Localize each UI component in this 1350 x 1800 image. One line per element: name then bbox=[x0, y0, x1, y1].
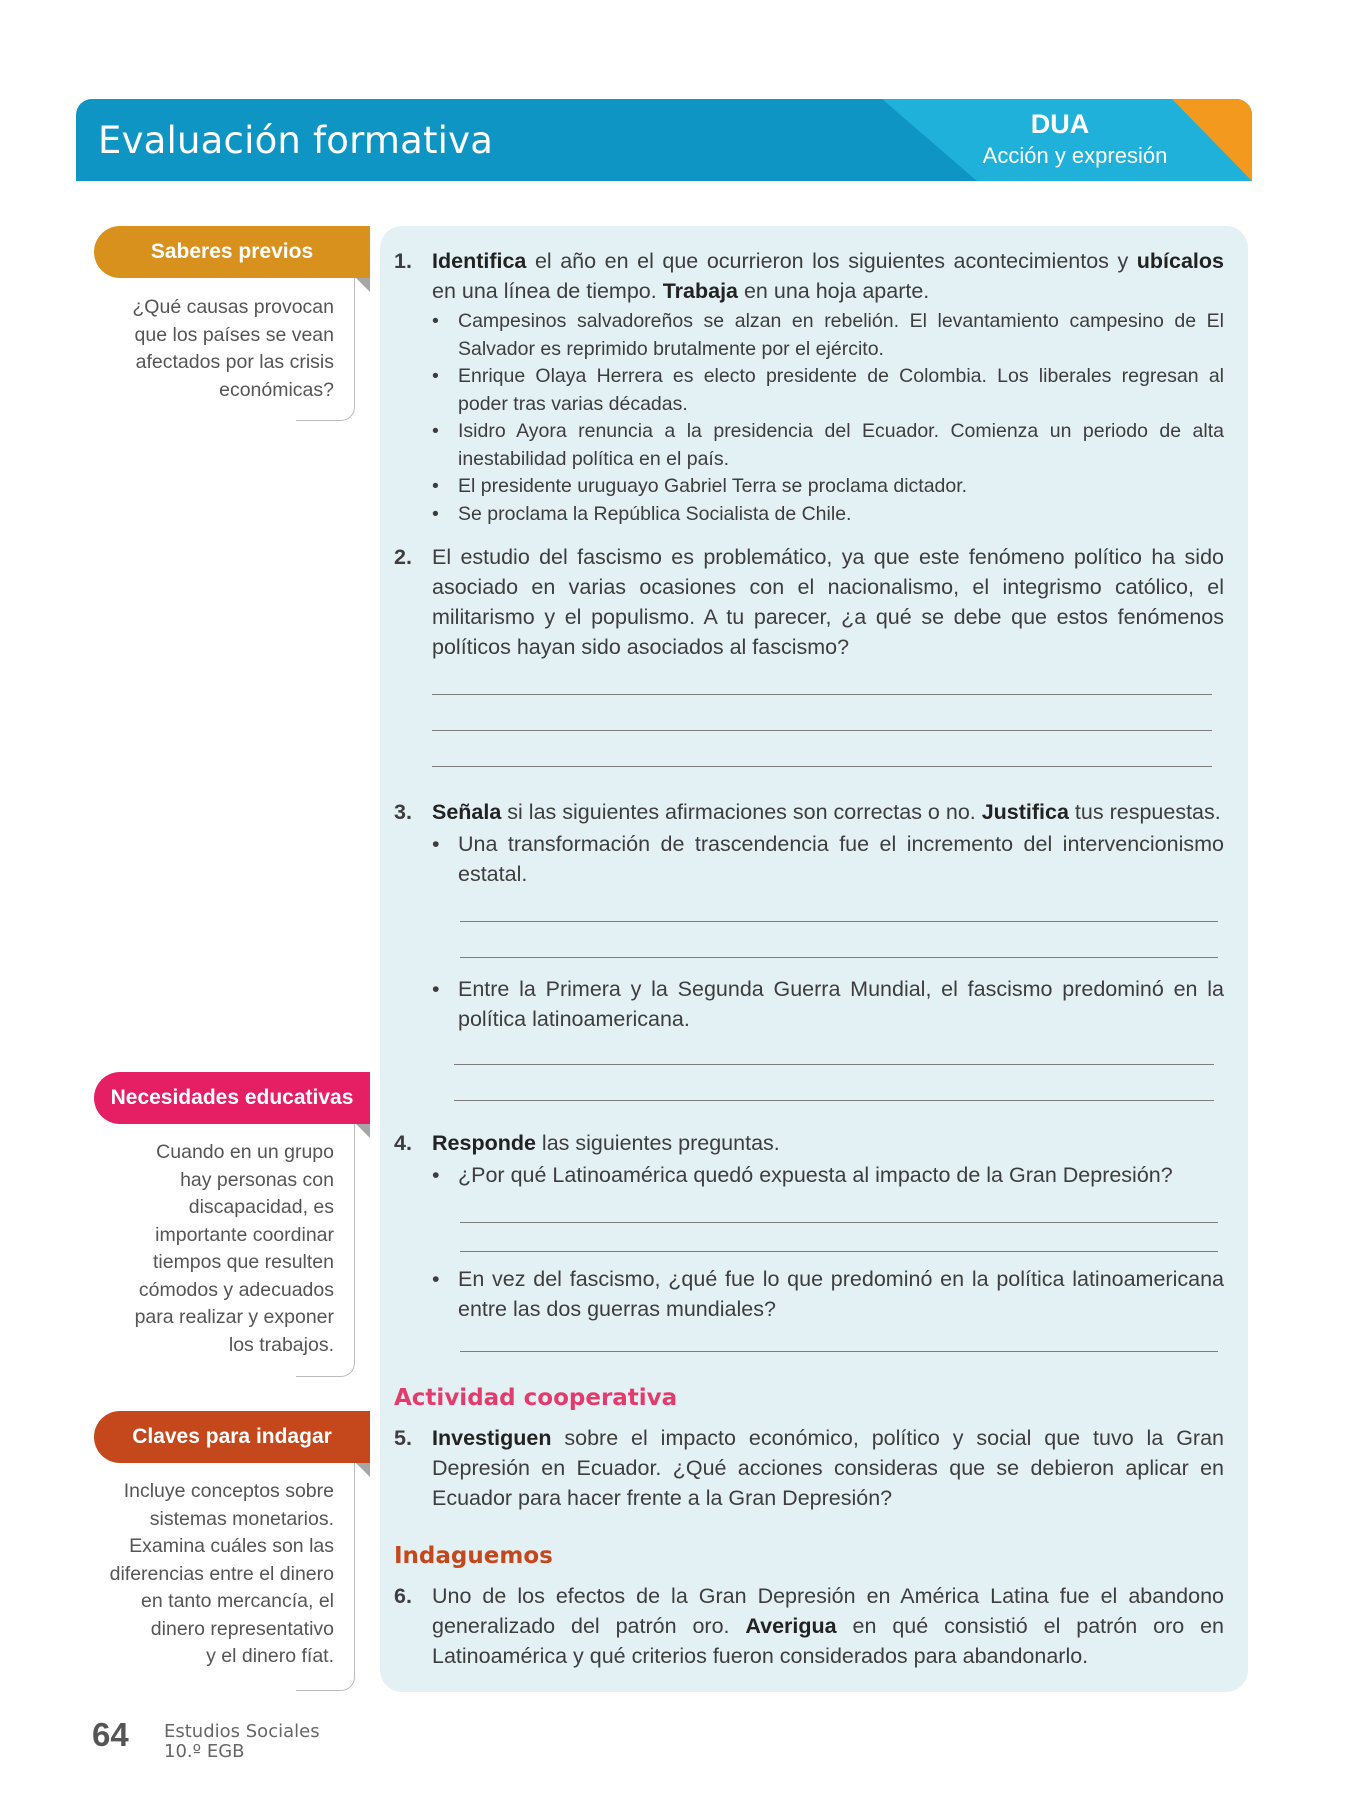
answer-line[interactable] bbox=[460, 921, 1218, 922]
list-item: • Enrique Olaya Herrera es electo presidente de Colombia. Los liberales regresan al poder tras varias décadas. bbox=[432, 363, 1224, 418]
claves-para-indagar-text bbox=[90, 1478, 334, 1671]
tab-fold bbox=[356, 278, 370, 292]
side-line: cómodos y adecuados bbox=[138, 1278, 334, 1301]
answer-line[interactable] bbox=[460, 1222, 1218, 1223]
question-4 bbox=[394, 1128, 1224, 1190]
saberes-previos-tab bbox=[94, 226, 370, 278]
question-1 bbox=[394, 246, 1224, 528]
question-1-bullets bbox=[432, 308, 1224, 528]
question-number: 6. bbox=[394, 1584, 412, 1608]
question-5-text bbox=[432, 1423, 1224, 1513]
question-4-bullets bbox=[432, 1160, 1224, 1190]
question-4-bullets-2 bbox=[432, 1264, 1224, 1324]
claves-para-indagar-tab bbox=[94, 1411, 370, 1463]
question-3-bullets bbox=[432, 829, 1224, 889]
question-2-text: El estudio del fascismo es problemático, ya que este fenómeno político ha sido asociado en varias ocasiones con el nacionalismo, el integrismo católico, el militarismo y el populismo. A tu parecer, ¿a qué se debe que estos fenómenos políticos hayan sido asociados al fascismo? bbox=[432, 545, 1224, 659]
side-line: ¿Qué causas provocan bbox=[132, 296, 334, 318]
list-item: • ¿Por qué Latinoamérica quedó expuesta al impacto de la Gran Depresión? bbox=[432, 1160, 1224, 1190]
header-banner bbox=[76, 99, 1252, 181]
dua-title: DUA bbox=[1030, 109, 1090, 139]
verb: Señala bbox=[432, 800, 502, 824]
side-line: hay personas con bbox=[180, 1168, 334, 1191]
question-1-instruction bbox=[432, 246, 1224, 306]
question-3-instruction bbox=[432, 797, 1224, 827]
question-3-part-2 bbox=[394, 972, 1224, 1034]
question-5 bbox=[394, 1423, 1224, 1513]
answer-line[interactable] bbox=[460, 1351, 1218, 1352]
verb: ubícalos bbox=[1136, 249, 1224, 273]
page-number: 64 bbox=[92, 1716, 129, 1753]
tab-fold bbox=[356, 1124, 370, 1138]
side-line: discapacidad, es bbox=[188, 1196, 334, 1218]
indaguemos-title: Indaguemos bbox=[394, 1543, 553, 1569]
side-line: que los países se vean bbox=[134, 323, 334, 346]
answer-line[interactable] bbox=[460, 1251, 1218, 1252]
question-6 bbox=[394, 1581, 1224, 1671]
instruction-text: si las siguientes afirmaciones son correctas o no. bbox=[501, 800, 982, 824]
question-number: 2. bbox=[394, 545, 412, 569]
side-line: Cuando en un grupo bbox=[156, 1141, 334, 1163]
instruction-text: sobre el impacto económico, político y social que tuvo la Gran Depresión en Ecuador. ¿Qué acciones consideras que se debieron aplicar en Ecuador para hacer frente a la Gran Depresión? bbox=[432, 1426, 1224, 1510]
answer-line[interactable] bbox=[460, 957, 1218, 958]
side-line: diferencias entre el dinero bbox=[109, 1562, 334, 1585]
question-2 bbox=[394, 542, 1224, 662]
list-item: • Isidro Ayora renuncia a la presidencia del Ecuador. Comienza un periodo de alta inestabilidad política en el país. bbox=[432, 418, 1224, 473]
instruction-text: tus respuestas. bbox=[1068, 800, 1221, 824]
page-title: Evaluación formativa bbox=[98, 119, 494, 162]
side-line: dinero representativo bbox=[150, 1617, 334, 1640]
necesidades-educativas-label: Necesidades educativas bbox=[110, 1086, 354, 1109]
dua-subtitle: Acción y expresión bbox=[982, 143, 1168, 168]
question-number: 3. bbox=[394, 800, 412, 824]
list-item: • El presidente uruguayo Gabriel Terra se proclama dictador. bbox=[432, 473, 1224, 501]
instruction-text: las siguientes preguntas. bbox=[535, 1131, 780, 1155]
list-item: • Una transformación de trascendencia fue el incremento del intervencionismo estatal. bbox=[432, 829, 1224, 889]
instruction-text: en una hoja aparte. bbox=[738, 279, 930, 303]
subject-label: Estudios Sociales bbox=[164, 1721, 320, 1742]
list-item: • Entre la Primera y la Segunda Guerra Mundial, el fascismo predominó en la política latinoamericana. bbox=[432, 974, 1224, 1034]
instruction-text: en qué consistió el patrón oro en Latinoamérica y qué criterios fueron considerados para abandonarlo. bbox=[432, 1614, 1225, 1668]
question-number: 5. bbox=[394, 1426, 412, 1450]
list-item: • En vez del fascismo, ¿qué fue lo que predominó en la política latinoamericana entre las dos guerras mundiales? bbox=[432, 1264, 1224, 1324]
instruction-text: en una línea de tiempo. bbox=[432, 279, 663, 303]
grade-label: 10.º EGB bbox=[164, 1741, 245, 1762]
verb: Responde bbox=[432, 1131, 536, 1155]
verb: Trabaja bbox=[662, 279, 738, 303]
necesidades-educativas-tab bbox=[94, 1072, 370, 1124]
side-line: sistemas monetarios. bbox=[149, 1507, 334, 1530]
question-6-text bbox=[432, 1581, 1224, 1671]
list-item: • Se proclama la República Socialista de Chile. bbox=[432, 501, 1224, 529]
side-line: en tanto mercancía, el bbox=[141, 1590, 334, 1612]
cooperativa-title: Actividad cooperativa bbox=[394, 1385, 678, 1411]
side-line: y el dinero fíat. bbox=[206, 1645, 334, 1667]
verb: Identifica bbox=[432, 249, 527, 273]
necesidades-educativas-text bbox=[90, 1139, 334, 1359]
instruction-text: Uno de los efectos de la Gran Depresión en América Latina fue el abandono generalizado del patrón oro. bbox=[432, 1584, 1224, 1638]
question-4-instruction bbox=[432, 1128, 1224, 1158]
saberes-previos-label: Saberes previos bbox=[150, 240, 314, 263]
saberes-previos-text bbox=[90, 294, 334, 404]
verb: Justifica bbox=[981, 800, 1069, 824]
question-3-bullets-2 bbox=[432, 974, 1224, 1034]
side-line: importante coordinar bbox=[155, 1223, 334, 1246]
question-number: 4. bbox=[394, 1131, 412, 1155]
side-line: los trabajos. bbox=[228, 1333, 334, 1356]
question-3 bbox=[394, 797, 1224, 889]
answer-line[interactable] bbox=[454, 1100, 1214, 1101]
instruction-text: el año en el que ocurrieron los siguientes acontecimientos y bbox=[526, 249, 1137, 273]
question-number: 1. bbox=[394, 249, 412, 273]
verb: Averigua bbox=[745, 1614, 837, 1638]
answer-line[interactable] bbox=[432, 694, 1212, 695]
side-line: Examina cuáles son las bbox=[129, 1535, 334, 1557]
question-4-part-2 bbox=[394, 1262, 1224, 1324]
answer-line[interactable] bbox=[432, 766, 1212, 767]
verb: Investiguen bbox=[432, 1426, 552, 1450]
side-line: tiempos que resulten bbox=[152, 1251, 334, 1273]
footer-subject bbox=[164, 1722, 320, 1762]
side-line: afectados por las crisis bbox=[135, 351, 334, 373]
claves-para-indagar-label: Claves para indagar bbox=[132, 1425, 332, 1448]
side-line: económicas? bbox=[219, 378, 334, 401]
side-line: para realizar y exponer bbox=[134, 1306, 334, 1328]
side-line: Incluye conceptos sobre bbox=[123, 1480, 334, 1502]
answer-line[interactable] bbox=[454, 1064, 1214, 1065]
answer-line[interactable] bbox=[432, 730, 1212, 731]
tab-fold bbox=[356, 1463, 370, 1477]
list-item: • Campesinos salvadoreños se alzan en rebelión. El levantamiento campesino de El Salvador es reprimido brutalmente por el ejército. bbox=[432, 308, 1224, 363]
